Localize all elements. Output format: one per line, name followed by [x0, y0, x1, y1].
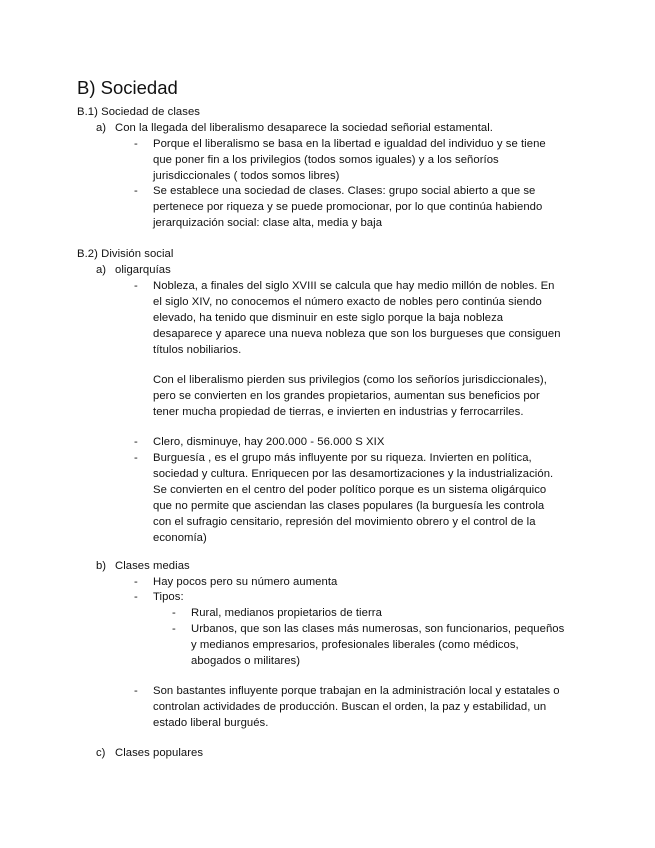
- bullet-line: Se establece una sociedad de clases. Clases: grupo social abierto a que se: [153, 185, 536, 197]
- bullet-line: desaparece y aparece una nueva nobleza que son los burgueses que consiguen: [153, 328, 561, 340]
- bullet-dash: -: [134, 436, 138, 448]
- page-title: B) Sociedad: [77, 77, 178, 98]
- list-marker-a: a): [96, 264, 107, 276]
- bullet-line: y medianos empresarios, profesionales liberales (como médicos,: [191, 639, 519, 651]
- bullet-line: Burguesía , es el grupo más influyente por su riqueza. Invierten en política,: [153, 452, 532, 464]
- bullet-dash: -: [134, 280, 138, 292]
- bullet-line: Clero, disminuye, hay 200.000 - 56.000 S XIX: [153, 436, 385, 448]
- bullet-line: que no permite que asciendan las clases populares (la burguesía les controla: [153, 500, 545, 512]
- bullet-dash: -: [172, 607, 176, 619]
- bullet-line: tener mucha propiedad de tierras, e invierten en industrias y ferrocarriles.: [153, 406, 524, 418]
- bullet-dash: -: [134, 138, 138, 150]
- list-marker-a: a): [96, 122, 107, 134]
- list-item-a-text: Con la llegada del liberalismo desaparece la sociedad señorial estamental.: [115, 122, 493, 134]
- bullet-line: controlan actividades de producción. Buscan el orden, la paz y estabilidad, un: [153, 701, 547, 713]
- bullet-line: pero se convierten en los grandes propietarios, aumentan sus beneficios por: [153, 390, 540, 402]
- bullet-line: títulos nobiliarios.: [153, 344, 242, 356]
- bullet-line: economía): [153, 532, 207, 544]
- bullet-line: Rural, medianos propietarios de tierra: [191, 607, 382, 619]
- bullet-line: sociedad y cultura. Enriquecen por las desamortizaciones y la industrialización.: [153, 468, 554, 480]
- bullet-line: estado liberal burgués.: [153, 717, 269, 729]
- bullet-line: pertenece por riqueza y se puede promocionar, por lo que continúa habiendo: [153, 201, 543, 213]
- section-heading-b1: B.1) Sociedad de clases: [77, 106, 200, 118]
- bullet-dash: -: [134, 685, 138, 697]
- bullet-line: Tipos:: [153, 591, 184, 603]
- bullet-line: que poner fin a los privilegios (todos somos iguales) y a los señoríos: [153, 154, 499, 166]
- list-marker-b: b): [96, 560, 107, 572]
- bullet-dash: -: [134, 576, 138, 588]
- list-item-c-text: Clases populares: [115, 747, 204, 759]
- bullet-line: el siglo XIV, no conocemos el número exacto de nobles pero continúa siendo: [153, 296, 542, 308]
- bullet-dash: -: [172, 623, 176, 635]
- bullet-line: Hay pocos pero su número aumenta: [153, 576, 338, 588]
- bullet-line: Nobleza, a finales del siglo XVIII se calcula que hay medio millón de nobles. En: [153, 280, 555, 292]
- bullet-line: Con el liberalismo pierden sus privilegios (como los señoríos jurisdiccionales),: [153, 374, 547, 386]
- bullet-line: abogados o militares): [191, 655, 301, 667]
- bullet-line: jurisdiccionales ( todos somos libres): [153, 170, 340, 182]
- bullet-line: Son bastantes influyente porque trabajan en la administración local y estatales o: [153, 685, 560, 697]
- section-heading-b2: B.2) División social: [77, 248, 174, 260]
- bullet-line: Urbanos, que son las clases más numerosas, son funcionarios, pequeños: [191, 623, 565, 635]
- list-marker-c: c): [96, 747, 106, 759]
- list-item-a-text: oligarquías: [115, 264, 171, 276]
- bullet-line: jerarquización social: clase alta, media y baja: [153, 217, 383, 229]
- bullet-dash: -: [134, 185, 138, 197]
- list-item-b-text: Clases medias: [115, 560, 190, 572]
- bullet-line: Se convierten en el centro del poder político porque es un sistema oligárquico: [153, 484, 547, 496]
- bullet-line: elevado, ha tenido que disminuir en este siglo porque la baja nobleza: [153, 312, 504, 324]
- bullet-line: Porque el liberalismo se basa en la libertad e igualdad del individuo y se tiene: [153, 138, 546, 150]
- bullet-dash: -: [134, 452, 138, 464]
- bullet-dash: -: [134, 591, 138, 603]
- bullet-line: con el sufragio censitario, represión del movimiento obrero y el control de la: [153, 516, 536, 528]
